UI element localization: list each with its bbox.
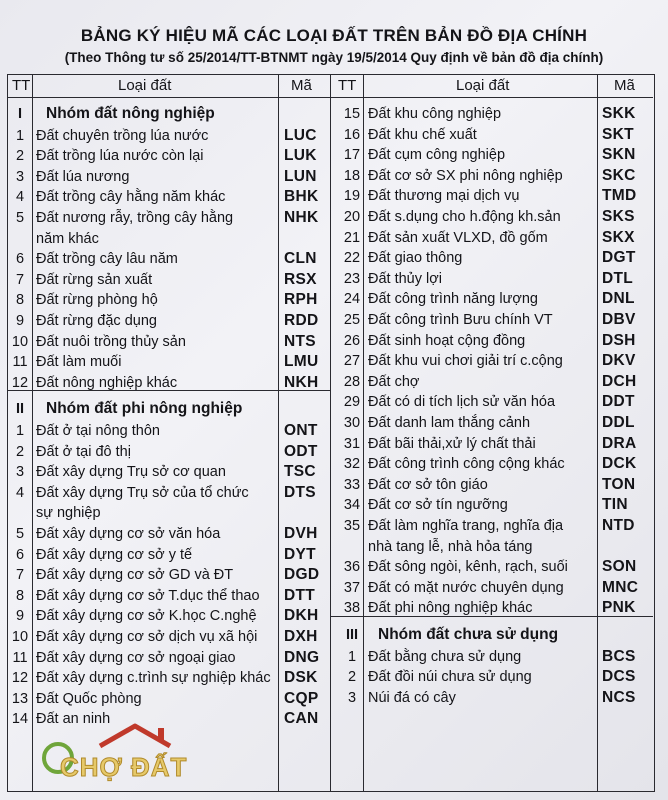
row-number: 10 [11, 333, 29, 350]
land-type-label: Đất danh lam thắng cảnh [368, 415, 531, 431]
row-number: 12 [11, 670, 29, 687]
land-code: SKT [602, 125, 634, 143]
row-number: 8 [15, 292, 25, 309]
land-code: DYT [284, 545, 316, 563]
land-type-label: Đất giao thông [368, 250, 463, 267]
land-code: NCS [602, 688, 636, 706]
row-number: I [17, 106, 23, 122]
land-code: DNG [284, 648, 320, 666]
land-code: MNC [602, 578, 639, 596]
land-code: TON [602, 475, 636, 493]
land-type-label: Đất trồng cây hằng năm khác [36, 189, 226, 206]
row-number: 36 [343, 559, 361, 576]
row-number: 35 [343, 518, 361, 534]
land-code: LUC [284, 126, 317, 144]
land-type-label: Đất phi nông nghiệp khác [368, 600, 533, 617]
land-type-label: Đất thương mại dịch vụ [368, 188, 520, 205]
row-number: 32 [343, 456, 361, 473]
row-number: 2 [15, 443, 25, 460]
row-number: 3 [15, 464, 25, 481]
land-code: NTD [602, 517, 635, 534]
land-type-label: Đất sinh hoạt cộng đồng [368, 332, 526, 349]
land-code: SKS [602, 208, 635, 225]
land-type-label: Đất cơ sở SX phi nông nghiệp [368, 167, 563, 184]
row-number: 19 [343, 188, 361, 205]
land-code: DXH [284, 628, 318, 645]
land-code: RDD [284, 312, 319, 329]
land-type-label: Đất có di tích lịch sử văn hóa [368, 394, 556, 411]
header-tt-left: TT [12, 77, 31, 94]
column-divider [363, 75, 364, 791]
land-type-label: Đất xây dựng cơ sở ngoại giao [36, 649, 236, 666]
row-number: 14 [11, 711, 29, 728]
land-type-label: Đất xây dựng cơ sở GD và ĐT [36, 567, 234, 584]
row-number: 33 [343, 476, 361, 493]
row-number: 29 [343, 394, 361, 411]
header-divider [8, 97, 653, 98]
land-type-label: Đất làm muối [36, 354, 122, 371]
row-number: II [15, 401, 25, 418]
land-code-table [7, 74, 655, 792]
land-code: SKC [602, 166, 636, 184]
land-type-label: Đất xây dựng cơ sở văn hóa [36, 526, 221, 542]
land-type-label: Đất nương rẫy, trồng cây hằng [36, 210, 234, 226]
land-type-label: Đất công trình năng lượng [368, 291, 538, 308]
land-code: DSK [284, 669, 318, 687]
land-code: SKN [602, 146, 636, 164]
row-number: 11 [12, 354, 28, 371]
land-code: LUN [284, 167, 317, 185]
land-code: DCK [602, 455, 637, 473]
land-code: NHK [284, 209, 319, 226]
land-code: DGT [602, 249, 636, 267]
land-type-label: Đất đồi núi chưa sử dụng [368, 669, 532, 686]
land-type-label: Đất trồng cây lâu năm [36, 251, 178, 268]
row-number: 13 [11, 690, 29, 707]
land-type-label: Đất công trình công cộng khác [368, 456, 565, 473]
row-number: 1 [15, 127, 25, 144]
land-code: DDT [602, 393, 635, 411]
row-number: 30 [343, 415, 361, 431]
land-type-label: Đất khu công nghiệp [368, 106, 502, 122]
land-code: CAN [284, 710, 319, 728]
land-type-label: Đất xây dựng c.trình sự nghiệp khác [36, 670, 271, 687]
land-code: TSC [284, 463, 316, 481]
land-type-label: Đất khu chế xuất [368, 126, 477, 143]
land-type-label: Đất lúa nương [36, 168, 130, 185]
row-number: 2 [15, 148, 25, 165]
land-code: NKH [284, 373, 319, 391]
land-code: SKK [602, 105, 636, 122]
land-type-label: Đất xây dựng cơ sở y tế [36, 546, 193, 563]
column-divider [330, 75, 331, 791]
land-code: BHK [284, 188, 319, 206]
header-tt-right: TT [338, 77, 357, 94]
page-title: BẢNG KÝ HIỆU MÃ CÁC LOẠI ĐẤT TRÊN BẢN ĐỒ ĐỊA CHÍNH [80, 26, 588, 45]
land-code: DKV [602, 352, 636, 370]
land-code: TIN [602, 496, 628, 514]
row-number: 23 [343, 270, 361, 287]
land-type-label: Đất cơ sở tín ngưỡng [368, 497, 508, 514]
header-land-right: Loại đất [456, 77, 510, 94]
row-number: 7 [15, 271, 25, 288]
land-type-label: Đất cơ sở tôn giáo [368, 476, 488, 493]
group-title: Nhóm đất nông nghiệp [46, 105, 215, 122]
group-divider [8, 390, 330, 391]
row-number: 38 [343, 600, 361, 617]
logo-text: CHỢ ĐẤT [60, 752, 188, 782]
row-number: 25 [343, 312, 361, 328]
row-number: 24 [343, 291, 361, 308]
land-code: SON [602, 558, 637, 576]
header-code-left: Mã [291, 77, 312, 94]
land-code: DNL [602, 290, 635, 308]
land-type-label: Đất công trình Bưu chính VT [368, 312, 553, 328]
land-type-label: Đất khu vui chơi giải trí c.cộng [368, 353, 563, 370]
land-type-label: Đất cụm công nghiệp [368, 147, 506, 164]
land-code: LMU [284, 353, 319, 371]
row-number: 5 [15, 526, 25, 542]
row-number: 6 [15, 251, 25, 268]
land-type-label: Đất xây dựng cơ sở K.học C.nghệ [36, 608, 257, 625]
land-code: RPH [284, 291, 318, 309]
land-type-label: Đất trồng lúa nước còn lại [36, 148, 204, 165]
land-type-label-cont: năm khác [36, 230, 99, 247]
row-number: 16 [343, 126, 361, 143]
land-code: DTL [602, 269, 634, 287]
land-code: TMD [602, 187, 637, 205]
group-title: Nhóm đất chưa sử dụng [378, 626, 559, 643]
land-code: DCH [602, 372, 637, 390]
land-type-label: Đất Quốc phòng [36, 690, 142, 707]
land-type-label: Đất có mặt nước chuyên dụng [368, 579, 564, 596]
row-number: 9 [15, 313, 25, 329]
land-type-label: Đất rừng đặc dụng [36, 313, 157, 329]
land-type-label: Đất xây dựng cơ sở dịch vụ xã hội [36, 629, 258, 645]
land-type-label-cont: sự nghiệp [36, 505, 101, 522]
row-number: 28 [343, 373, 361, 390]
land-code: DTS [284, 483, 316, 501]
row-number: 8 [15, 587, 25, 604]
land-type-label: Đất thủy lợi [368, 270, 442, 287]
land-type-label: Đất s.dụng cho h.động kh.sản [368, 209, 561, 225]
row-number: 4 [15, 484, 25, 501]
column-divider [278, 75, 279, 791]
row-number: 3 [15, 168, 25, 185]
row-number: 3 [347, 689, 357, 706]
row-number: 9 [15, 608, 25, 625]
land-code: DCS [602, 668, 636, 686]
row-number: 1 [15, 423, 25, 439]
column-divider [32, 75, 33, 791]
land-type-label: Đất nuôi trồng thủy sản [36, 333, 186, 350]
land-code: RSX [284, 270, 317, 288]
row-number: 18 [343, 167, 361, 184]
land-type-label: Đất chuyên trồng lúa nước [36, 127, 209, 144]
land-code: ODT [284, 442, 318, 460]
row-number: 21 [343, 229, 361, 246]
page-subtitle: (Theo Thông tư số 25/2014/TT-BTNMT ngày 19/5/2014 Quy định về bản đồ địa chính) [64, 50, 604, 65]
land-code: BCS [602, 647, 636, 665]
land-code: ONT [284, 422, 318, 439]
row-number: 2 [347, 669, 357, 686]
land-type-label: Đất nông nghiệp khác [36, 374, 178, 391]
group-title: Nhóm đất phi nông nghiệp [46, 400, 243, 418]
column-divider [597, 75, 598, 791]
row-number: 27 [343, 353, 361, 370]
land-type-label: Đất xây dựng Trụ sở cơ quan [36, 464, 226, 481]
land-code: SKX [602, 228, 635, 246]
land-type-label: Đất bãi thải,xử lý chất thải [368, 435, 536, 452]
row-number: 5 [15, 210, 25, 226]
row-number: 37 [343, 579, 361, 596]
row-number: 31 [343, 435, 361, 452]
row-number: 6 [15, 546, 25, 563]
land-type-label-cont: nhà tang lễ, nhà hỏa táng [368, 538, 533, 555]
row-number: 11 [12, 649, 28, 666]
land-code: DSH [602, 331, 636, 349]
row-number: 10 [11, 629, 29, 645]
row-number: 7 [15, 567, 25, 584]
land-type-label: Đất xây dựng cơ sở T.dục thể thao [36, 587, 260, 604]
land-code: DRA [602, 434, 637, 452]
row-number: 15 [343, 106, 361, 122]
land-type-label: Núi đá có cây [368, 689, 456, 706]
land-code: DBV [602, 311, 636, 328]
land-type-label: Đất chợ [368, 373, 420, 390]
row-number: 22 [343, 250, 361, 267]
land-type-label: Đất sông ngòi, kênh, rạch, suối [368, 559, 568, 576]
land-code: DTT [284, 586, 316, 604]
land-code: DVH [284, 525, 318, 542]
row-number: 34 [343, 497, 361, 514]
land-code: DKH [284, 607, 319, 625]
row-number: 12 [11, 374, 29, 391]
land-code: DDL [602, 414, 635, 431]
row-number: 1 [347, 648, 357, 665]
land-code: LUK [284, 147, 317, 165]
land-type-label: Đất an ninh [36, 711, 111, 728]
land-code: CLN [284, 250, 317, 268]
land-code: DGD [284, 566, 320, 584]
row-number: III [345, 627, 359, 643]
group-divider [330, 616, 653, 617]
land-code: NTS [284, 332, 316, 350]
land-code: PNK [602, 599, 636, 617]
land-type-label: Đất xây dựng Trụ sở của tổ chức [36, 484, 249, 501]
row-number: 26 [343, 332, 361, 349]
land-type-label: Đất bằng chưa sử dụng [368, 648, 522, 665]
land-code: CQP [284, 689, 319, 707]
land-type-label: Đất rừng sản xuất [36, 271, 153, 288]
land-type-label: Đất ở tại nông thôn [36, 423, 160, 439]
header-land-left: Loại đất [118, 77, 172, 94]
row-number: 4 [15, 189, 25, 206]
cho-dat-logo [40, 718, 220, 788]
land-type-label: Đất sản xuất VLXD, đồ gốm [368, 229, 548, 246]
header-code-right: Mã [614, 77, 635, 94]
land-type-label: Đất rừng phòng hộ [36, 292, 158, 309]
land-type-label: Đất ở tại đô thị [36, 443, 131, 460]
land-type-label: Đất làm nghĩa trang, nghĩa địa [368, 518, 564, 534]
row-number: 17 [343, 147, 361, 164]
row-number: 20 [343, 209, 361, 225]
